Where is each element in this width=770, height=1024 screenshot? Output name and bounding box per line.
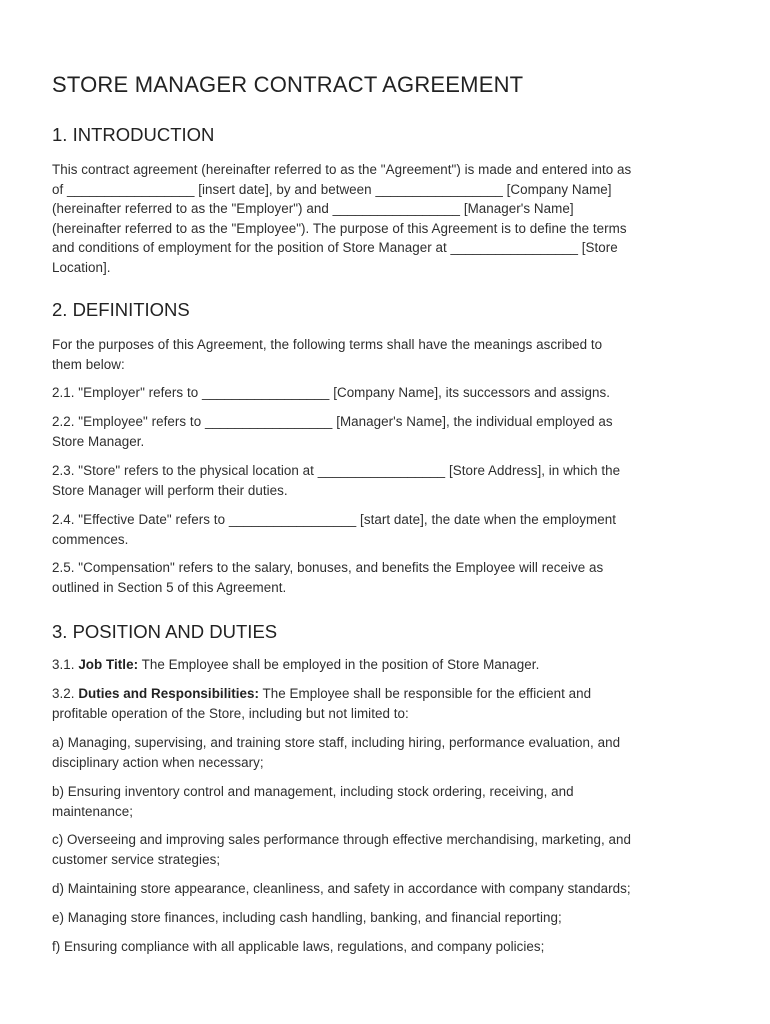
clause-text: The Employee shall be employed in the position of Store Manager. (138, 657, 540, 672)
job-title-clause (52, 655, 722, 675)
text-line: commences. (52, 531, 129, 547)
duty-item-d (52, 879, 722, 899)
section-heading-definitions: 2. DEFINITIONS (52, 299, 190, 320)
text-line: (hereinafter referred to as the "Employee"). The purpose of this Agreement is to define the terms (52, 220, 627, 236)
definition-item-2-2 (52, 412, 722, 451)
duty-item-f (52, 937, 722, 957)
duties-clause (52, 684, 722, 723)
text-line: This contract agreement (hereinafter referred to as the "Agreement") is made and entered into as (52, 162, 632, 177)
text-line: b) Ensuring inventory control and management, including stock ordering, receiving, and (52, 784, 574, 799)
text-line: of _________________ [insert date], by and between _________________ [Company Name] (52, 181, 612, 197)
definition-item-2-1 (52, 383, 722, 403)
text-line: customer service strategies; (52, 851, 221, 867)
text-line: maintenance; (52, 803, 133, 819)
text-line: 2.1. "Employer" refers to _________________ [Company Name], its successors and assigns. (52, 385, 610, 400)
text-line: 2.4. "Effective Date" refers to _________________ [start date], the date when the employment (52, 512, 616, 527)
clause-text: The Employee shall be responsible for the efficient and (259, 686, 592, 701)
clause-label: Duties and Responsibilities: (78, 686, 260, 701)
section-heading-position: 3. POSITION AND DUTIES (52, 621, 278, 642)
section-heading-introduction: 1. INTRODUCTION (52, 124, 215, 145)
definition-item-2-5 (52, 558, 722, 597)
clause-number: 3.2. (52, 686, 79, 701)
text-line: and conditions of employment for the position of Store Manager at _________________ [Store (52, 240, 618, 255)
clause-label: Job Title: (78, 657, 139, 672)
duty-item-b (52, 782, 722, 821)
text-line: For the purposes of this Agreement, the following terms shall have the meanings ascribed to (52, 337, 603, 352)
text-line: 2.5. "Compensation" refers to the salary, bonuses, and benefits the Employee will receive as (52, 560, 604, 575)
definitions-intro (52, 335, 722, 374)
duty-item-a (52, 733, 722, 772)
text-line: Location]. (52, 259, 111, 275)
text-line: e) Managing store finances, including cash handling, banking, and financial reporting; (52, 910, 562, 925)
introduction-paragraph (52, 160, 722, 277)
document-title: STORE MANAGER CONTRACT AGREEMENT (52, 72, 524, 97)
duty-item-c (52, 830, 722, 869)
duty-item-e (52, 908, 722, 928)
definition-item-2-3 (52, 461, 722, 500)
text-line: d) Maintaining store appearance, cleanliness, and safety in accordance with company standards; (52, 881, 631, 896)
text-line: 2.3. "Store" refers to the physical location at _________________ [Store Address], in which the (52, 463, 621, 478)
text-line: a) Managing, supervising, and training store staff, including hiring, performance evaluation, and (52, 735, 621, 750)
text-line: (hereinafter referred to as the "Employer") and _________________ [Manager's Name] (52, 201, 574, 216)
text-line (52, 655, 722, 675)
clause-number: 3.1. (52, 657, 79, 672)
text-line: disciplinary action when necessary; (52, 754, 264, 770)
text-line: Store Manager will perform their duties. (52, 482, 288, 498)
text-line: f) Ensuring compliance with all applicable laws, regulations, and company policies; (52, 939, 545, 954)
text-line: Store Manager. (52, 433, 145, 449)
text-line: outlined in Section 5 of this Agreement. (52, 579, 287, 595)
definition-item-2-4 (52, 510, 722, 549)
text-line: profitable operation of the Store, including but not limited to: (52, 705, 409, 721)
text-line: 2.2. "Employee" refers to _________________ [Manager's Name], the individual employed as (52, 414, 613, 429)
text-line (52, 684, 722, 704)
text-line: them below: (52, 356, 125, 372)
text-line: c) Overseeing and improving sales performance through effective merchandising, marketing, and (52, 832, 632, 847)
